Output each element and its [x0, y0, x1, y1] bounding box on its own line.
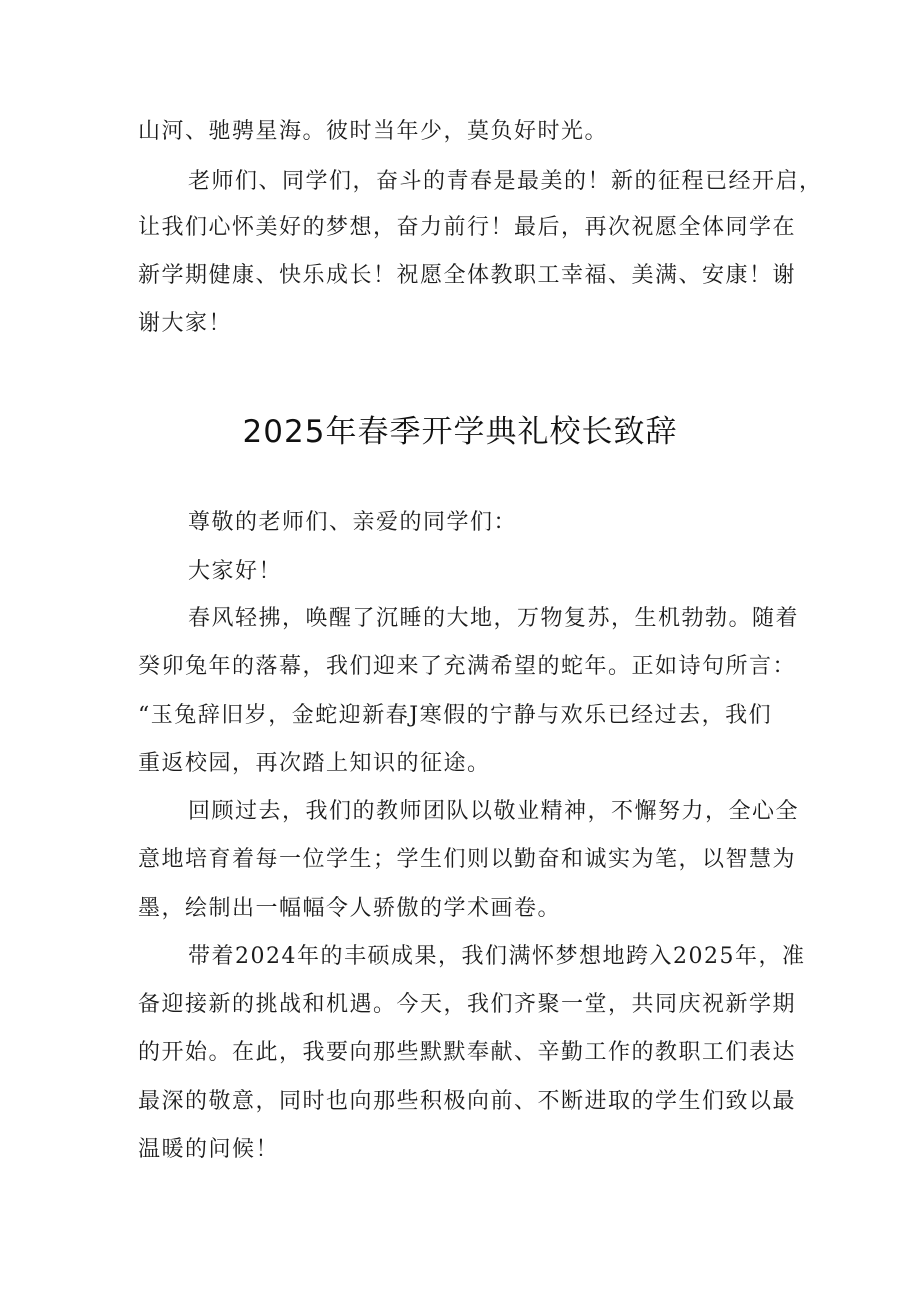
paragraph-line: 温暖的问候！: [138, 1137, 280, 1162]
paragraph-line: 老师们、同学们，奋斗的青春是最美的！新的征程已经开启，: [188, 169, 823, 194]
paragraph-line: 春风轻拂，唤醒了沉睡的大地，万物复苏，生机勃勃。随着: [188, 606, 800, 631]
paragraph-line: 谢大家！: [138, 311, 233, 336]
paragraph-line: 重返校园，再次踏上知识的征途。: [138, 751, 491, 776]
paragraph-line: 让我们心怀美好的梦想，奋力前行！最后，再次祝愿全体同学在: [138, 215, 797, 240]
salutation-line: 尊敬的老师们、亲爱的同学们：: [188, 510, 518, 535]
paragraph-line: 的开始。在此，我要向那些默默奉献、辛勤工作的教职工们表达: [138, 1040, 797, 1065]
greeting-line: 大家好！: [188, 559, 283, 584]
paragraph-line: “玉兔辞旧岁，金蛇迎新春J寒假的宁静与欢乐已经过去，我们: [138, 703, 773, 728]
paragraph-line: 墨，绘制出一幅幅令人骄傲的学术画卷。: [138, 896, 562, 921]
page-title: 2025年春季开学典礼校长致辞: [242, 414, 678, 450]
paragraph-line: 新学期健康、快乐成长！祝愿全体教职工幸福、美满、安康！谢: [138, 263, 797, 288]
paragraph-line: 带着2024年的丰硕成果，我们满怀梦想地跨入2025年，准: [188, 944, 806, 969]
paragraph-line: 意地培育着每一位学生；学生们则以勤奋和诚实为笔，以智慧为: [138, 847, 797, 872]
paragraph-line: 癸卯兔年的落幕，我们迎来了充满希望的蛇年。正如诗句所言：: [138, 654, 797, 679]
paragraph-line: 最深的敬意，同时也向那些积极向前、不断进取的学生们致以最: [138, 1089, 797, 1114]
paragraph-line: 山河、驰骋星海。彼时当年少，莫负好时光。: [138, 119, 609, 144]
paragraph-line: 回顾过去，我们的教师团队以敬业精神，不懈努力，全心全: [188, 799, 800, 824]
paragraph-line: 备迎接新的挑战和机遇。今天，我们齐聚一堂，共同庆祝新学期: [138, 992, 797, 1017]
